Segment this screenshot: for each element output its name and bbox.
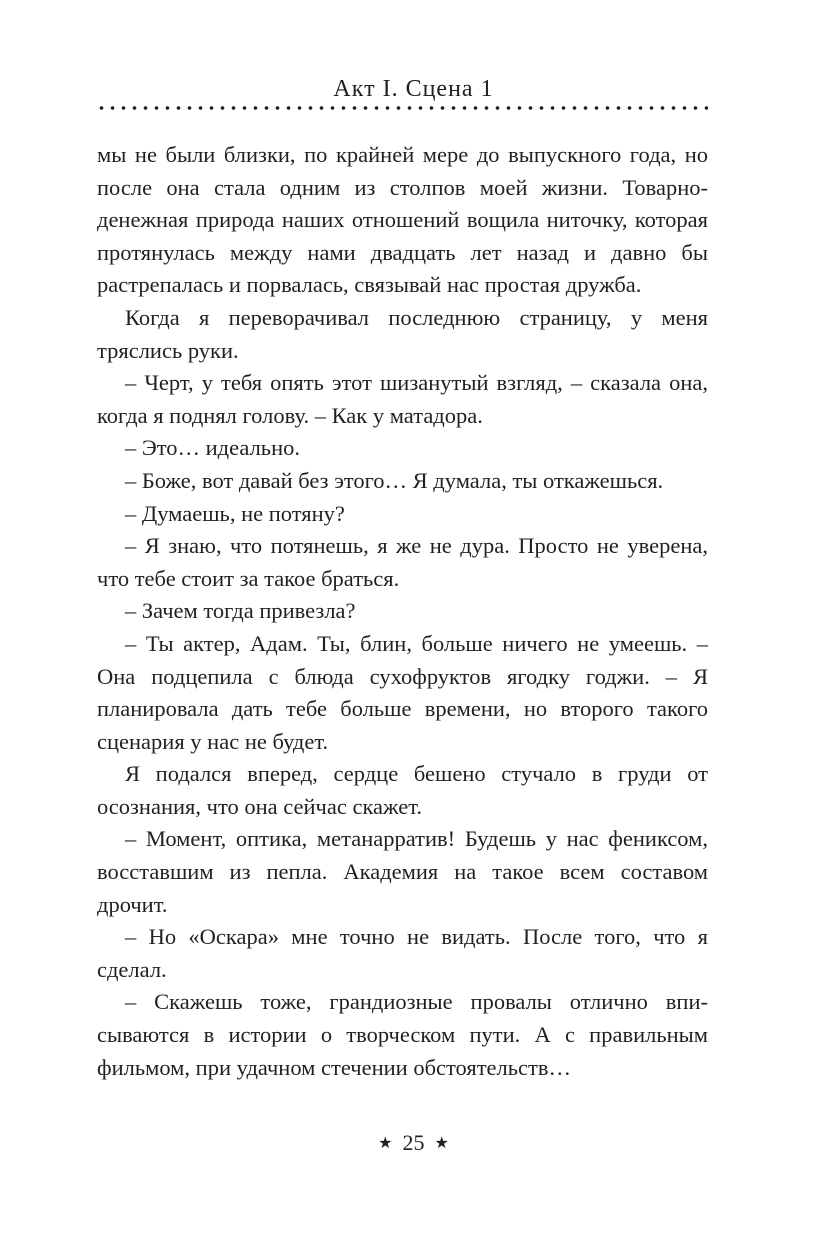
- page-footer: [0, 1128, 827, 1159]
- page-body: [97, 139, 708, 1084]
- dotted-divider: [96, 106, 708, 110]
- page-number: 25: [402, 1130, 425, 1155]
- running-header: Акт I. Сцена 1: [333, 76, 494, 102]
- star-icon: ★: [378, 1135, 393, 1152]
- paragraph: – Но «Оскара» мне точно не видать. После того, что я сделал.: [97, 924, 708, 982]
- paragraph: – Это… идеально.: [125, 435, 300, 461]
- paragraph: мы не были близки, по крайней мере до выпускного года, но после она стала одним из столпов моей жизни. Товарно-денежная природа наших отношений вощила ниточку, которая протянулась между нами двадцать лет назад и давно бы растрепалась и порвалась, связывай нас простая дружба.: [97, 142, 708, 298]
- paragraph: – Скажешь тоже, грандиозные провалы отлично вписываются в истории о творческом пути. А с правильным фильмом, при удачном стечении обстоятельств…: [97, 989, 708, 1080]
- paragraph: – Я знаю, что потянешь, я же не дура. Просто не уверена, что тебе стоит за такое браться.: [97, 533, 708, 591]
- star-icon: ★: [434, 1135, 449, 1152]
- paragraph: Я подался вперед, сердце бешено стучало в груди от осознания, что она сейчас скажет.: [97, 761, 708, 819]
- paragraph: – Думаешь, не потяну?: [125, 500, 345, 526]
- paragraph: – Боже, вот давай без этого… Я думала, ты откажешься.: [125, 467, 664, 493]
- paragraph: – Черт, у тебя опять этот шизанутый взгляд, – сказала она, когда я поднял голову. – Как у матадора.: [97, 370, 708, 428]
- paragraph: Когда я переворачивал последнюю страницу, у меня тряслись руки.: [97, 304, 708, 363]
- paragraph: – Зачем тогда привезла?: [125, 598, 356, 624]
- paragraph: – Момент, оптика, метанарратив! Будешь у нас фениксом, восставшим из пепла. Академия на такое всем составом дрочит.: [97, 826, 708, 917]
- paragraph: – Ты актер, Адам. Ты, блин, больше ничего не умеешь. – Она подцепила с блюда сухофруктов ягодку годжи. – Я планировала дать тебе больше времени, но второго такого сценария у нас не будет.: [97, 630, 708, 754]
